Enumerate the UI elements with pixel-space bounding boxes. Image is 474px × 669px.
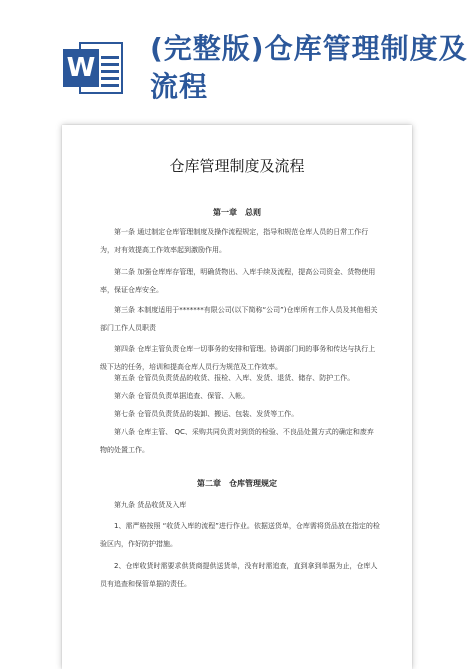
banner: [0, 0, 474, 120]
rule-item-1: 1、需严格按照 “收货入库的流程”进行作业。依据送货单，仓库需将货品放在指定的检验区内，作好防护措施。: [100, 522, 380, 548]
word-document-icon: [63, 39, 125, 97]
word-letter-tile: W: [63, 49, 99, 87]
article-8: 第八条 仓库主管、 QC、采购共同负责对到货的检验、不良品处置方式的确定和废弃物的处置工作。: [100, 428, 374, 454]
rule-item-2: 2、仓库收货时需要求供货商提供送货单，没有时需追查，直到拿到单据为止，仓库人员有追查和保管单据的责任。: [100, 562, 378, 588]
document-title: 仓库管理制度及流程: [169, 157, 305, 175]
document-page-preview: [62, 125, 412, 669]
banner-title: (完整版)仓库管理制度及流程: [150, 32, 468, 103]
article-7: 第七条 仓管员负责货品的装卸、搬运、包装、发货等工作。: [114, 410, 299, 418]
article-2: 第二条 加强仓库库存管理，明确货物出、入库手续及流程，提高公司资金、货物使用率，保证仓库安全。: [100, 268, 376, 294]
article-9: 第九条 货品收货及入库: [114, 501, 187, 509]
chapter-1-heading: 第一章 总则: [213, 208, 261, 217]
article-4: 第四条 仓库主管负责仓库一切事务的安排和管理。协调部门间的事务和传达与执行上级下达的任务，培训和提高仓库人员行为规范及工作效率。: [100, 345, 376, 371]
article-3: 第三条 本制度适用于*******有限公司(以下简称“公司”)仓库所有工作人员及其他相关部门工作人员职责: [100, 306, 378, 332]
article-5: 第五条 仓管员负责货品的收货、报检、入库、发货、退货、储存、防护工作。: [114, 374, 355, 382]
chapter-2-heading: 第二章 仓库管理规定: [197, 479, 277, 488]
article-1: 第一条 通过制定仓库管理制度及操作流程规定，指导和规范仓库人员的日常工作行为，对有效提高工作效率起到激励作用。: [100, 228, 369, 254]
article-6: 第六条 仓管员负责单据追查、保管、入帐。: [114, 392, 250, 400]
